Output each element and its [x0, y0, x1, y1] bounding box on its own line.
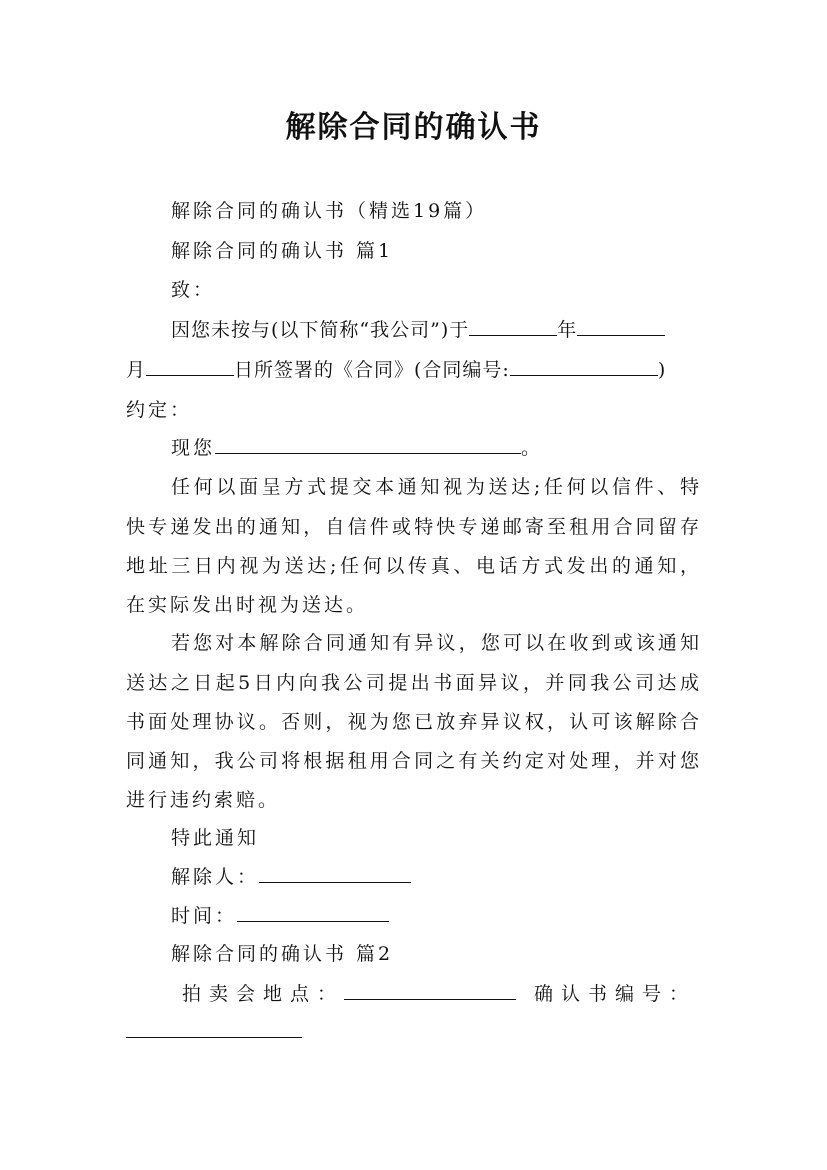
year-blank [469, 314, 557, 336]
auction-place-blank [344, 978, 516, 1000]
paragraph-3-line-2: 送达之日起5日内向我公司提出书面异议，并同我公司达成 [126, 672, 702, 694]
month-blank [577, 314, 665, 336]
contract-number-blank [510, 354, 658, 376]
p1-year: 年 [557, 319, 578, 341]
document-title: 解除合同的确认书 [285, 110, 542, 145]
paragraph-1-line-3: 约定： [126, 399, 193, 421]
paragraph-2-line-1: 任何以面呈方式提交本通知视为送达;任何以信件、特 [171, 476, 702, 498]
p1-text-b: 日所签署的《合同》(合同编号: [234, 359, 510, 381]
paragraph-2-line-2: 快专递发出的通知，自信件或特快专递邮寄至租用合同留存 [126, 516, 702, 538]
now-end: 。 [521, 437, 544, 459]
paragraph-1-line-1 [171, 310, 702, 350]
paragraph-3-line-3: 书面处理协议。否则，视为您已放弃异议权，认可该解除合 [126, 711, 702, 733]
time-line [171, 896, 702, 936]
releaser-label: 解除人： [171, 866, 260, 888]
p1-month: 月 [126, 359, 147, 381]
releaser-blank [259, 861, 411, 883]
section-2-heading: 解除合同的确认书 篇2 [171, 943, 394, 965]
paragraph-3-line-5: 进行违约索赔。 [126, 789, 281, 811]
auction-place-label: 拍卖会地点： [182, 983, 345, 1005]
auction-line [182, 974, 702, 1014]
now-text: 现您 [171, 437, 216, 459]
day-blank [146, 354, 234, 376]
p1-text-c: ) [657, 359, 667, 381]
time-blank [237, 900, 389, 922]
time-label: 时间： [171, 905, 238, 927]
confirm-number-line [126, 1012, 702, 1052]
subtitle-line: 解除合同的确认书（精选19篇） [171, 200, 488, 222]
now-blank [215, 432, 521, 454]
p1-text-a: 因您未按与(以下简称“我公司”)于 [171, 319, 470, 341]
paragraph-2-line-3: 地址三日内视为送达;任何以传真、电话方式发出的通知， [126, 555, 702, 577]
notice-line: 特此通知 [171, 827, 260, 849]
paragraph-2-line-4: 在实际发出时视为送达。 [126, 594, 369, 616]
paragraph-3-line-1: 若您对本解除合同通知有异议，您可以在收到或该通知 [171, 632, 702, 654]
confirm-number-label: 确认书编号： [534, 983, 697, 1005]
section-1-heading: 解除合同的确认书 篇1 [171, 240, 394, 262]
releaser-line [171, 857, 702, 897]
paragraph-3-line-4: 同通知，我公司将根据租用合同之有关约定对处理，并对您 [126, 750, 702, 772]
confirm-number-blank [126, 1016, 302, 1038]
now-line [171, 428, 702, 468]
salutation-line: 致： [171, 279, 216, 301]
paragraph-1-line-2 [126, 350, 702, 390]
